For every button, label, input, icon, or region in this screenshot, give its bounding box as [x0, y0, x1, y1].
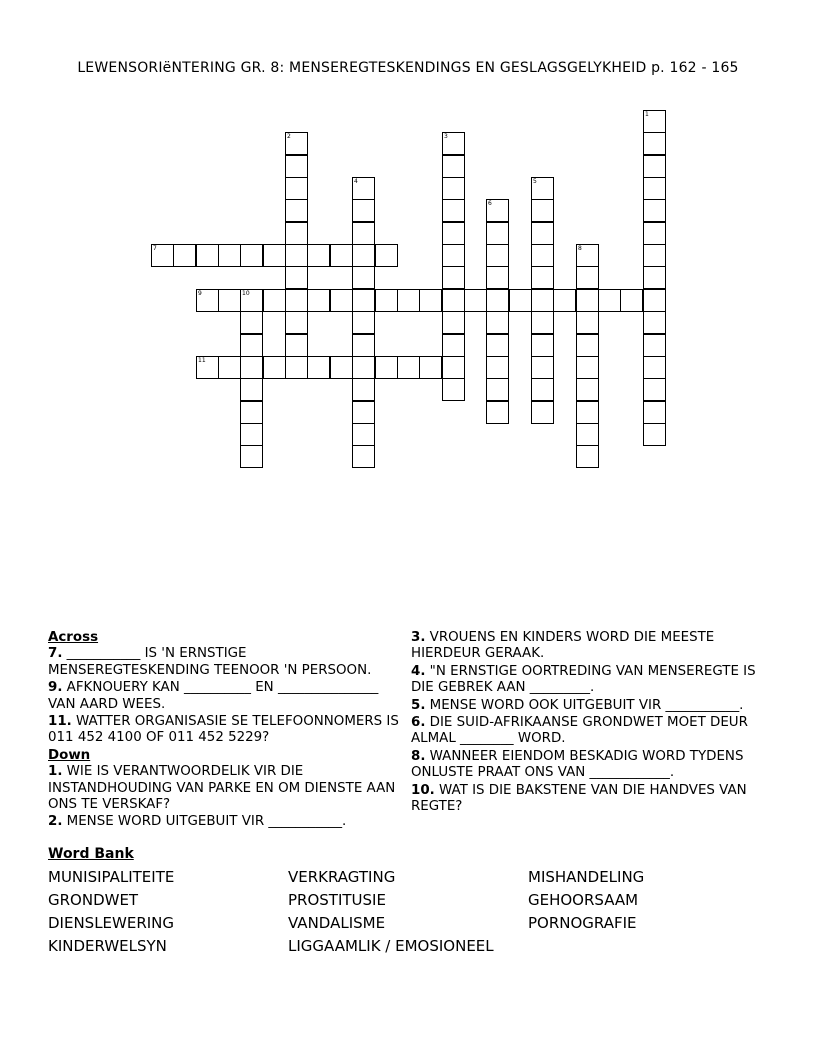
crossword-cell[interactable]: [643, 378, 666, 401]
crossword-cell[interactable]: [576, 423, 599, 446]
clue-number: 10.: [411, 782, 435, 798]
crossword-cell[interactable]: [442, 334, 465, 357]
across-clue-9: [48, 680, 403, 713]
crossword-cell[interactable]: [285, 289, 308, 312]
crossword-cell[interactable]: [330, 356, 353, 379]
crossword-cell[interactable]: [330, 244, 353, 267]
clue-number: 3.: [411, 630, 426, 645]
crossword-cell[interactable]: [486, 334, 509, 357]
crossword-cell[interactable]: [419, 289, 442, 312]
crossword-cell[interactable]: [240, 311, 263, 334]
crossword-cell[interactable]: [240, 378, 263, 401]
crossword-cell[interactable]: [218, 356, 241, 379]
clue-number-label: 5: [533, 178, 537, 185]
word-bank-heading: Word Bank: [48, 846, 134, 862]
crossword-cell[interactable]: [643, 244, 666, 267]
crossword-cell[interactable]: [486, 356, 509, 379]
down-clue-1: [48, 764, 403, 813]
clue-number-label: 1: [645, 111, 649, 118]
word-bank-item: VANDALISME: [288, 914, 386, 932]
down-clue-8: [411, 749, 771, 782]
crossword-cell[interactable]: [352, 177, 375, 200]
word-bank-item: DIENSLEWERING: [48, 914, 175, 932]
crossword-cell[interactable]: [263, 244, 286, 267]
crossword-cell[interactable]: [375, 356, 398, 379]
down-clue-5: [411, 698, 771, 714]
crossword-cell[interactable]: [531, 289, 554, 312]
crossword-cell[interactable]: [173, 244, 196, 267]
crossword-cell[interactable]: [285, 266, 308, 289]
crossword-cell[interactable]: [576, 289, 599, 312]
crossword-cell[interactable]: [330, 289, 353, 312]
crossword-cell[interactable]: [576, 266, 599, 289]
crossword-cell[interactable]: [620, 289, 643, 312]
crossword-cell[interactable]: [643, 266, 666, 289]
crossword-cell[interactable]: [576, 334, 599, 357]
clue-number-label: 3: [444, 133, 448, 140]
clue-number: 1.: [48, 764, 63, 780]
word-bank-item: MUNISIPALITEITE: [48, 868, 175, 886]
crossword-cell[interactable]: [531, 199, 554, 222]
clue-number: 7.: [48, 646, 63, 662]
crossword-cell[interactable]: [263, 356, 286, 379]
word-bank-item: PORNOGRAFIE: [528, 914, 637, 932]
clue-text: ___________ IS 'N ERNSTIGE MENSEREGTESKENDING TEENOOR 'N PERSOON.: [48, 646, 372, 678]
crossword-cell[interactable]: [240, 356, 263, 379]
clue-number: 6.: [411, 715, 426, 731]
crossword-cell[interactable]: [285, 132, 308, 155]
crossword-cell[interactable]: [285, 356, 308, 379]
down-clue-3: [411, 630, 771, 663]
clue-text: WIE IS VERANTWOORDELIK VIR DIE INSTANDHOUDING VAN PARKE EN OM DIENSTE AAN ONS TE VERSKAF?: [48, 764, 396, 813]
crossword-cell[interactable]: [576, 378, 599, 401]
crossword-cell[interactable]: [196, 289, 219, 312]
crossword-cell[interactable]: [397, 356, 420, 379]
crossword-cell[interactable]: [352, 244, 375, 267]
crossword-cell[interactable]: [352, 311, 375, 334]
across-heading: Across: [48, 630, 99, 645]
clue-text: WAT IS DIE BAKSTENE VAN DIE HANDVES VAN REGTE?: [411, 782, 747, 815]
crossword-cell[interactable]: [643, 199, 666, 222]
crossword-cell[interactable]: [576, 445, 599, 468]
clue-number: 11.: [48, 714, 72, 730]
crossword-cell[interactable]: [486, 401, 509, 424]
crossword-cell[interactable]: [509, 289, 532, 312]
crossword-cell[interactable]: [531, 222, 554, 245]
crossword-cell[interactable]: [285, 199, 308, 222]
crossword-cell[interactable]: [531, 266, 554, 289]
crossword-cell[interactable]: [419, 356, 442, 379]
word-bank-item: GEHOORSAAM: [528, 891, 639, 909]
crossword-cell[interactable]: [442, 155, 465, 178]
crossword-cell[interactable]: [196, 356, 219, 379]
crossword-grid: [0, 0, 816, 480]
clue-text: AFKNOUERY KAN __________ EN _______________ VAN AARD WEES.: [48, 680, 379, 712]
crossword-cell[interactable]: [643, 401, 666, 424]
crossword-cell[interactable]: [553, 289, 576, 312]
crossword-cell[interactable]: [442, 132, 465, 155]
crossword-cell[interactable]: [442, 266, 465, 289]
clue-text: WANNEER EIENDOM BESKADIG WORD TYDENS ONLUSTE PRAAT ONS VAN ____________.: [411, 748, 744, 781]
crossword-cell[interactable]: [598, 289, 621, 312]
crossword-cell[interactable]: [352, 378, 375, 401]
crossword-cell[interactable]: [643, 155, 666, 178]
crossword-cell[interactable]: [285, 244, 308, 267]
clue-number: 2.: [48, 814, 63, 830]
word-bank-item: LIGGAAMLIK / EMOSIONEEL: [288, 937, 494, 955]
word-bank-item: KINDERWELSYN: [48, 937, 167, 955]
crossword-cell[interactable]: [643, 423, 666, 446]
crossword-cell[interactable]: [531, 311, 554, 334]
crossword-cell[interactable]: [285, 177, 308, 200]
crossword-cell[interactable]: [464, 289, 487, 312]
crossword-cell[interactable]: [442, 244, 465, 267]
clue-number: 9.: [48, 680, 63, 696]
clue-number-label: 7: [153, 245, 157, 252]
crossword-cell[interactable]: [576, 244, 599, 267]
clues-right-column: [411, 630, 771, 816]
crossword-cell[interactable]: [531, 401, 554, 424]
crossword-cell[interactable]: [531, 177, 554, 200]
crossword-cell[interactable]: [643, 132, 666, 155]
down-clue-4: [411, 664, 771, 697]
crossword-cell[interactable]: [285, 155, 308, 178]
down-clue-2: [48, 814, 403, 830]
crossword-cell[interactable]: [218, 244, 241, 267]
clues-left-column: [48, 630, 403, 832]
crossword-cell[interactable]: [263, 289, 286, 312]
crossword-cell[interactable]: [352, 222, 375, 245]
crossword-cell[interactable]: [240, 334, 263, 357]
crossword-cell[interactable]: [531, 334, 554, 357]
clue-text: MENSE WORD UITGEBUIT VIR ___________.: [66, 814, 347, 830]
clue-number-label: 11: [198, 357, 206, 364]
crossword-cell[interactable]: [576, 401, 599, 424]
clue-number-label: 4: [354, 178, 358, 185]
crossword-cell[interactable]: [643, 177, 666, 200]
across-clue-7: [48, 646, 403, 679]
crossword-cell[interactable]: [307, 244, 330, 267]
clue-number-label: 8: [578, 245, 582, 252]
crossword-cell[interactable]: [643, 222, 666, 245]
crossword-cell[interactable]: [442, 356, 465, 379]
crossword-cell[interactable]: [240, 401, 263, 424]
crossword-cell[interactable]: [218, 289, 241, 312]
crossword-cell[interactable]: [442, 222, 465, 245]
crossword-cell[interactable]: [285, 334, 308, 357]
clue-text: MENSE WORD OOK UITGEBUIT VIR ___________.: [429, 697, 744, 713]
clue-text: DIE SUID-AFRIKAANSE GRONDWET MOET DEUR ALMAL ________ WORD.: [411, 715, 748, 747]
crossword-cell[interactable]: [397, 289, 420, 312]
clue-number: 5.: [411, 697, 426, 713]
crossword-cell[interactable]: [307, 289, 330, 312]
across-clue-11: [48, 714, 403, 747]
crossword-cell[interactable]: [486, 289, 509, 312]
crossword-cell[interactable]: [486, 311, 509, 334]
crossword-cell[interactable]: [151, 244, 174, 267]
crossword-cell[interactable]: [352, 445, 375, 468]
crossword-cell[interactable]: [486, 244, 509, 267]
down-clue-6: [411, 715, 771, 748]
crossword-cell[interactable]: [442, 311, 465, 334]
clue-number-label: 6: [488, 200, 492, 207]
crossword-cell[interactable]: [240, 445, 263, 468]
down-clue-10: [411, 783, 771, 816]
crossword-cell[interactable]: [486, 378, 509, 401]
crossword-cell[interactable]: [486, 222, 509, 245]
clue-text: WATTER ORGANISASIE SE TELEFOONNOMERS IS 011 452 4100 OF 011 452 5229?: [48, 714, 399, 746]
crossword-cell[interactable]: [531, 356, 554, 379]
crossword-cell[interactable]: [285, 222, 308, 245]
crossword-cell[interactable]: [240, 244, 263, 267]
clue-text: VROUENS EN KINDERS WORD DIE MEESTE HIERDEUR GERAAK.: [411, 630, 715, 662]
crossword-cell[interactable]: [285, 311, 308, 334]
crossword-cell[interactable]: [196, 244, 219, 267]
word-bank-item: MISHANDELING: [528, 868, 645, 886]
clue-number: 8.: [411, 748, 426, 764]
crossword-cell[interactable]: [352, 356, 375, 379]
crossword-cell[interactable]: [486, 199, 509, 222]
crossword-cell[interactable]: [307, 356, 330, 379]
down-heading: Down: [48, 747, 91, 763]
crossword-cell[interactable]: [442, 378, 465, 401]
crossword-cell[interactable]: [531, 244, 554, 267]
crossword-cell[interactable]: [375, 289, 398, 312]
clue-number-label: 9: [198, 290, 202, 297]
crossword-cell[interactable]: [643, 334, 666, 357]
crossword-cell[interactable]: [643, 311, 666, 334]
crossword-cell[interactable]: [486, 266, 509, 289]
crossword-cell[interactable]: [352, 401, 375, 424]
crossword-cell[interactable]: [643, 356, 666, 379]
clue-number: 4.: [411, 663, 426, 679]
word-bank-item: VERKRAGTING: [288, 868, 396, 886]
word-bank-item: PROSTITUSIE: [288, 891, 386, 909]
word-bank-item: GRONDWET: [48, 891, 139, 909]
crossword-cell[interactable]: [643, 289, 666, 312]
crossword-cell[interactable]: [442, 289, 465, 312]
crossword-cell[interactable]: [531, 378, 554, 401]
crossword-cell[interactable]: [352, 289, 375, 312]
crossword-cell[interactable]: [442, 199, 465, 222]
crossword-cell[interactable]: [576, 311, 599, 334]
crossword-cell[interactable]: [352, 423, 375, 446]
page-title: LEWENSORIëNTERING GR. 8: MENSEREGTESKENDINGS EN GESLAGSGELYKHEID p. 162 - 165: [77, 60, 739, 76]
crossword-cell[interactable]: [352, 199, 375, 222]
clue-number-label: 10: [242, 290, 250, 297]
crossword-cell[interactable]: [240, 289, 263, 312]
crossword-cell[interactable]: [240, 423, 263, 446]
crossword-cell[interactable]: [643, 110, 666, 133]
clue-text: "N ERNSTIGE OORTREDING VAN MENSEREGTE IS DIE GEBREK AAN _________.: [411, 663, 756, 696]
crossword-cell[interactable]: [352, 334, 375, 357]
crossword-cell[interactable]: [442, 177, 465, 200]
crossword-cell[interactable]: [375, 244, 398, 267]
crossword-cell[interactable]: [576, 356, 599, 379]
crossword-cell[interactable]: [352, 266, 375, 289]
clue-number-label: 2: [287, 133, 291, 140]
